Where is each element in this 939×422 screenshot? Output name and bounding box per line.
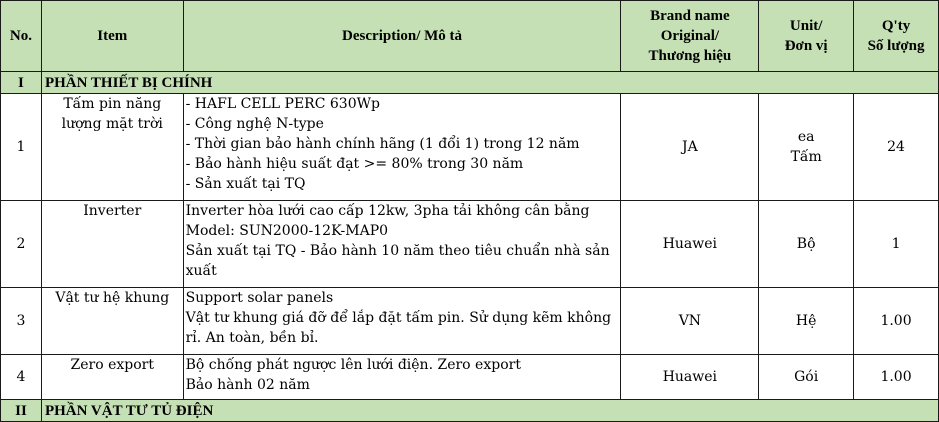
header-brand-line1: Brand name xyxy=(650,8,730,24)
description-line: Vật tư khung giá đỡ để lắp đặt tấm pin. Sử dụng kẽm không rỉ. An toàn, bền bỉ. xyxy=(185,310,612,346)
header-brand-line2: Original/ xyxy=(660,28,720,44)
header-qty-line1: Q'ty xyxy=(881,18,911,34)
row-qty: 1 xyxy=(854,201,939,288)
row-item: Zero export xyxy=(41,355,183,400)
row-number: 4 xyxy=(1,355,42,400)
row-brand: JA xyxy=(621,94,759,201)
row-unit: Gói xyxy=(759,355,854,400)
row-number: 2 xyxy=(1,201,42,288)
header-row xyxy=(1,1,939,72)
description-line: - Bảo hành hiệu suất đạt >= 80% trong 30 năm xyxy=(185,156,524,172)
section-row xyxy=(1,400,939,422)
row-qty: 1.00 xyxy=(854,355,939,400)
row-qty: 24 xyxy=(854,94,939,201)
table-row xyxy=(1,355,939,400)
header-qty xyxy=(854,1,939,72)
section-number: I xyxy=(1,72,42,94)
header-unit-line2: Đơn vị xyxy=(784,38,828,54)
header-qty-line2: Số lượng xyxy=(867,38,925,54)
description-line: - Công nghệ N-type xyxy=(185,116,324,132)
unit-line: ea xyxy=(797,129,815,145)
table-row xyxy=(1,288,939,355)
description-line: - Thời gian bảo hành chính hãng (1 đổi 1) trong 12 năm xyxy=(185,136,580,152)
description-line: Model: SUN2000-12K-MAP0 xyxy=(185,223,389,239)
row-brand: VN xyxy=(621,288,759,355)
row-description xyxy=(183,288,621,355)
unit-line: Tấm xyxy=(790,149,822,165)
row-unit: Hệ xyxy=(759,288,854,355)
row-number: 1 xyxy=(1,94,42,201)
header-brand xyxy=(621,1,759,72)
row-item: Tấm pin năng lượng mặt trời xyxy=(41,94,183,201)
description-line: - HAFL CELL PERC 630Wp xyxy=(185,96,380,112)
description-line: Support solar panels xyxy=(185,290,334,306)
row-unit xyxy=(759,94,854,201)
row-description xyxy=(183,201,621,288)
table-row xyxy=(1,94,939,201)
row-number: 3 xyxy=(1,288,42,355)
section-title: PHẦN THIẾT BỊ CHÍNH xyxy=(41,72,938,94)
header-description: Description/ Mô tả xyxy=(183,1,621,72)
header-brand-line3: Thương hiệu xyxy=(648,48,732,64)
header-unit-line1: Unit/ xyxy=(789,18,823,34)
description-line: Inverter hòa lưới cao cấp 12kw, 3pha tải không cân bằng xyxy=(185,203,590,219)
table-row xyxy=(1,201,939,288)
row-brand: Huawei xyxy=(621,355,759,400)
row-description xyxy=(183,94,621,201)
row-description xyxy=(183,355,621,400)
header-no: No. xyxy=(1,1,42,72)
header-item: Item xyxy=(41,1,183,72)
section-title: PHẦN VẬT TƯ TỦ ĐIỆN xyxy=(41,400,938,422)
description-line: Sản xuất tại TQ - Bảo hành 10 năm theo tiêu chuẩn nhà sản xuất xyxy=(185,243,610,279)
row-item: Vật tư hệ khung xyxy=(41,288,183,355)
row-brand: Huawei xyxy=(621,201,759,288)
description-line: Bộ chống phát ngược lên lưới điện. Zero export xyxy=(185,357,521,373)
section-row xyxy=(1,72,939,94)
row-item: Inverter xyxy=(41,201,183,288)
row-qty: 1.00 xyxy=(854,288,939,355)
description-line: Bảo hành 02 năm xyxy=(185,377,310,393)
description-line: - Sản xuất tại TQ xyxy=(185,176,306,192)
row-unit: Bộ xyxy=(759,201,854,288)
section-number: II xyxy=(1,400,42,422)
header-unit xyxy=(759,1,854,72)
